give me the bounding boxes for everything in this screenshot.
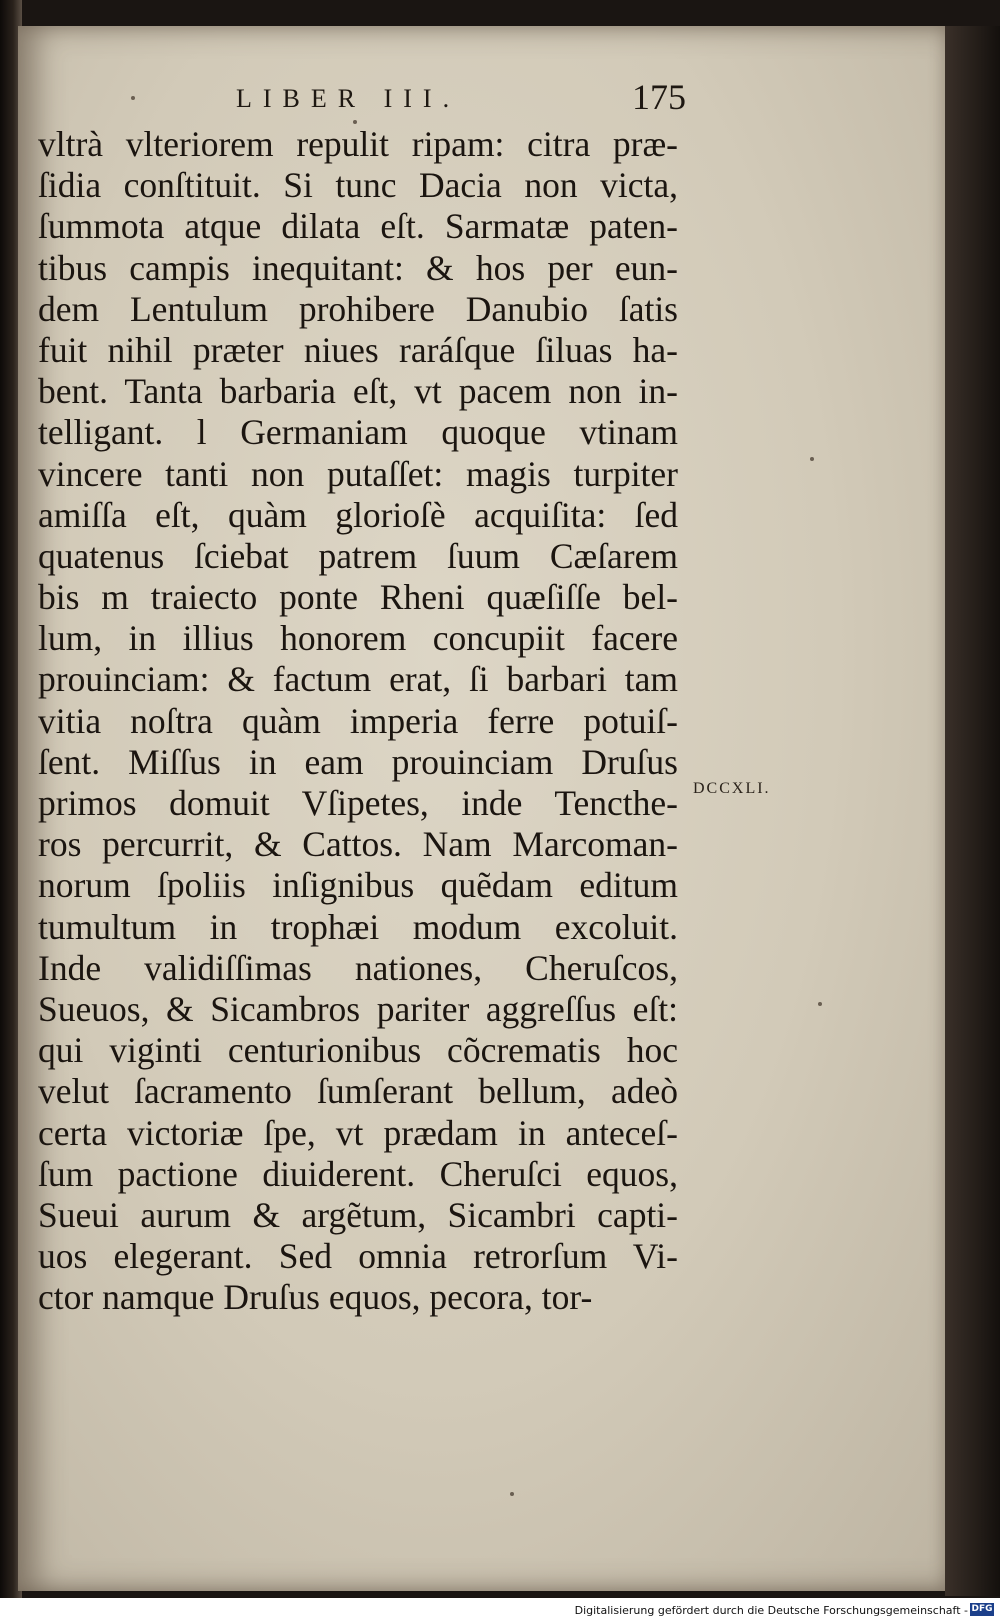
page-right-edge: [945, 26, 1000, 1596]
text-line: prouinciam: & factum erat, ſi barbari tam: [38, 659, 678, 700]
text-line: Sueui aurum & argẽtum, Sicambri capti-: [38, 1194, 678, 1235]
text-line: ſummota atque dilata eſt. Sarmatæ paten-: [38, 206, 678, 247]
text-line: quatenus ſciebat patrem ſuum Cæſarem: [38, 535, 678, 576]
text-line: tibus campis inequitant: & hos per eun-: [38, 247, 678, 288]
text-line: ſent. Miſſus in eam prouinciam Druſus: [38, 741, 678, 782]
body-text: [38, 124, 678, 1318]
text-line: qui viginti centurionibus cõcrematis hoc: [38, 1030, 678, 1071]
ink-speck: [810, 457, 814, 461]
text-line: primos domuit Vſipetes, inde Tencthe-: [38, 783, 678, 823]
digitization-credit: Digitalisierung gefördert durch die Deutsche Forschungsgemeinschaft -: [574, 1604, 968, 1617]
text-line: norum ſpoliis inſignibus quẽdam editum: [38, 865, 678, 906]
running-head: LIBER III.: [236, 84, 461, 113]
text-line: bis m traiecto ponte Rheni quæſiſſe bel-: [38, 577, 678, 618]
ink-speck: [131, 96, 135, 100]
text-line: Inde validiſſimas nationes, Cheruſcos,: [38, 947, 678, 988]
dfg-logo-icon: DFG: [971, 1604, 993, 1614]
text-line: fuit nihil præter niues raráſque ſiluas ha-: [38, 329, 678, 370]
ink-speck: [818, 1002, 822, 1006]
text-line: ros percurrit, & Cattos. Nam Marcoman-: [38, 824, 678, 865]
page-number: 175: [632, 77, 686, 117]
text-line: vincere tanti non putaſſet: magis turpiter: [38, 453, 678, 494]
margin-note: DCCXLI.: [693, 780, 771, 797]
text-line: tumultum in trophæi modum excoluit.: [38, 906, 678, 947]
text-line: Sueuos, & Sicambros pariter aggreſſus eſt:: [38, 988, 678, 1029]
text-line: vltrà vlteriorem repulit ripam: citra præ-: [38, 124, 678, 164]
text-line: telligant. l Germaniam quoque vtinam: [38, 412, 678, 453]
text-line: ſum pactione diuiderent. Cheruſci equos,: [38, 1153, 678, 1194]
text-line: certa victoriæ ſpe, vt prædam in anteceſ-: [38, 1112, 678, 1153]
text-line: ctor namque Druſus equos, pecora, tor-: [38, 1277, 593, 1318]
text-line: ſidia conſtituit. Si tunc Dacia non victa,: [38, 165, 678, 206]
text-line: bent. Tanta barbaria eſt, vt pacem non in-: [38, 371, 678, 412]
text-line: dem Lentulum prohibere Danubio ſatis: [38, 288, 678, 329]
text-line: velut ſacramento ſumſerant bellum, adeò: [38, 1071, 678, 1112]
text-line: lum, in illius honorem concupiit facere: [38, 618, 678, 659]
text-line: amiſſa eſt, quàm glorioſè acquiſita: ſed: [38, 494, 678, 535]
text-line: uos elegerant. Sed omnia retrorſum Vi-: [38, 1236, 678, 1277]
text-line: vitia noſtra quàm imperia ferre potuiſ-: [38, 700, 678, 741]
ink-speck: [510, 1492, 514, 1496]
